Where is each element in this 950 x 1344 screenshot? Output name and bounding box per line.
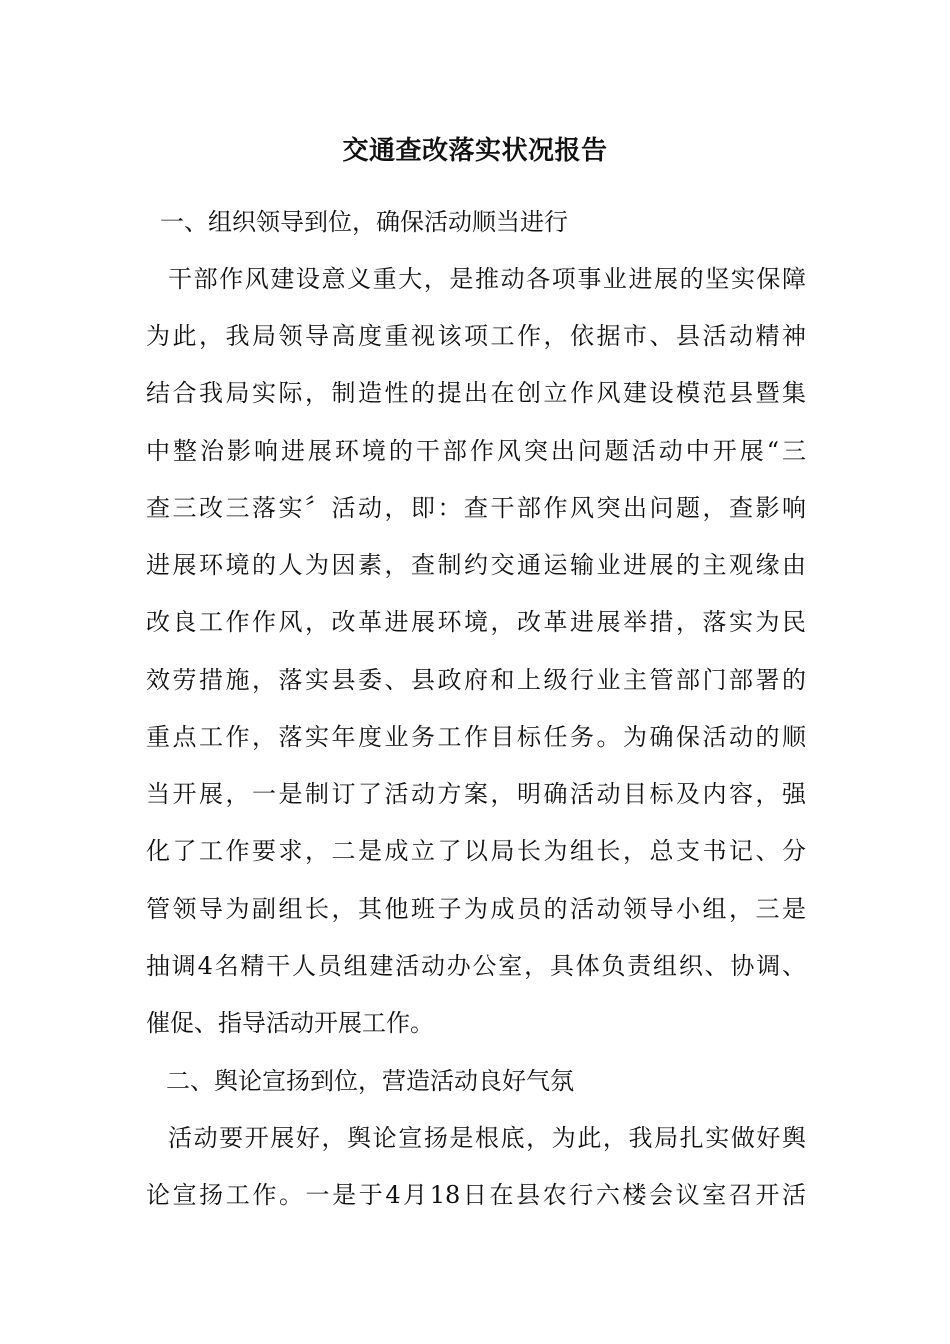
- section-1-line: 重点工作，落实年度业务工作目标任务。为确保活动的顺: [146, 723, 806, 751]
- section-1-line: 改良工作作风，改革进展环境，改革进展举措，落实为民: [146, 608, 806, 636]
- section-2-line: 论宣扬工作。一是于4月18日在县农行六楼会议室召开活: [146, 1181, 806, 1209]
- document-title: 交通查改落实状况报告: [342, 136, 608, 166]
- section-1-line: 为此，我局领导高度重视该项工作，依据市、县活动精神: [146, 322, 806, 350]
- section-1-line: 查三改三落实〞活动，即：查干部作风突出问题，查影响: [146, 494, 806, 522]
- section-2-line: 活动要开展好，舆论宣扬是根底，为此，我局扎实做好舆: [168, 1124, 806, 1152]
- section-1-heading: 一、组织领导到位，确保活动顺当进行: [160, 208, 568, 236]
- section-1-line: 进展环境的人为因素，查制约交通运输业进展的主观缘由: [146, 551, 806, 579]
- section-1-line: 催促、指导活动开展工作。: [146, 1009, 434, 1037]
- section-1-line: 中整治影响进展环境的干部作风突出问题活动中开展“三: [146, 437, 806, 465]
- section-1-line: 效劳措施，落实县委、县政府和上级行业主管部门部署的: [146, 666, 806, 694]
- section-1-line: 抽调4名精干人员组建活动办公室，具体负责组织、协调、: [146, 952, 806, 980]
- section-2-heading: 二、舆论宣扬到位，营造活动良好气氛: [166, 1067, 574, 1095]
- section-1-line: 当开展，一是制订了活动方案，明确活动目标及内容，强: [146, 780, 806, 808]
- section-1-line: 化了工作要求，二是成立了以局长为组长，总支书记、分: [146, 837, 806, 865]
- section-1-line: 管领导为副组长，其他班子为成员的活动领导小组，三是: [146, 895, 806, 923]
- section-1-line: 干部作风建设意义重大，是推动各项事业进展的坚实保障: [168, 265, 806, 293]
- section-1-line: 结合我局实际，制造性的提出在创立作风建设模范县暨集: [146, 379, 806, 407]
